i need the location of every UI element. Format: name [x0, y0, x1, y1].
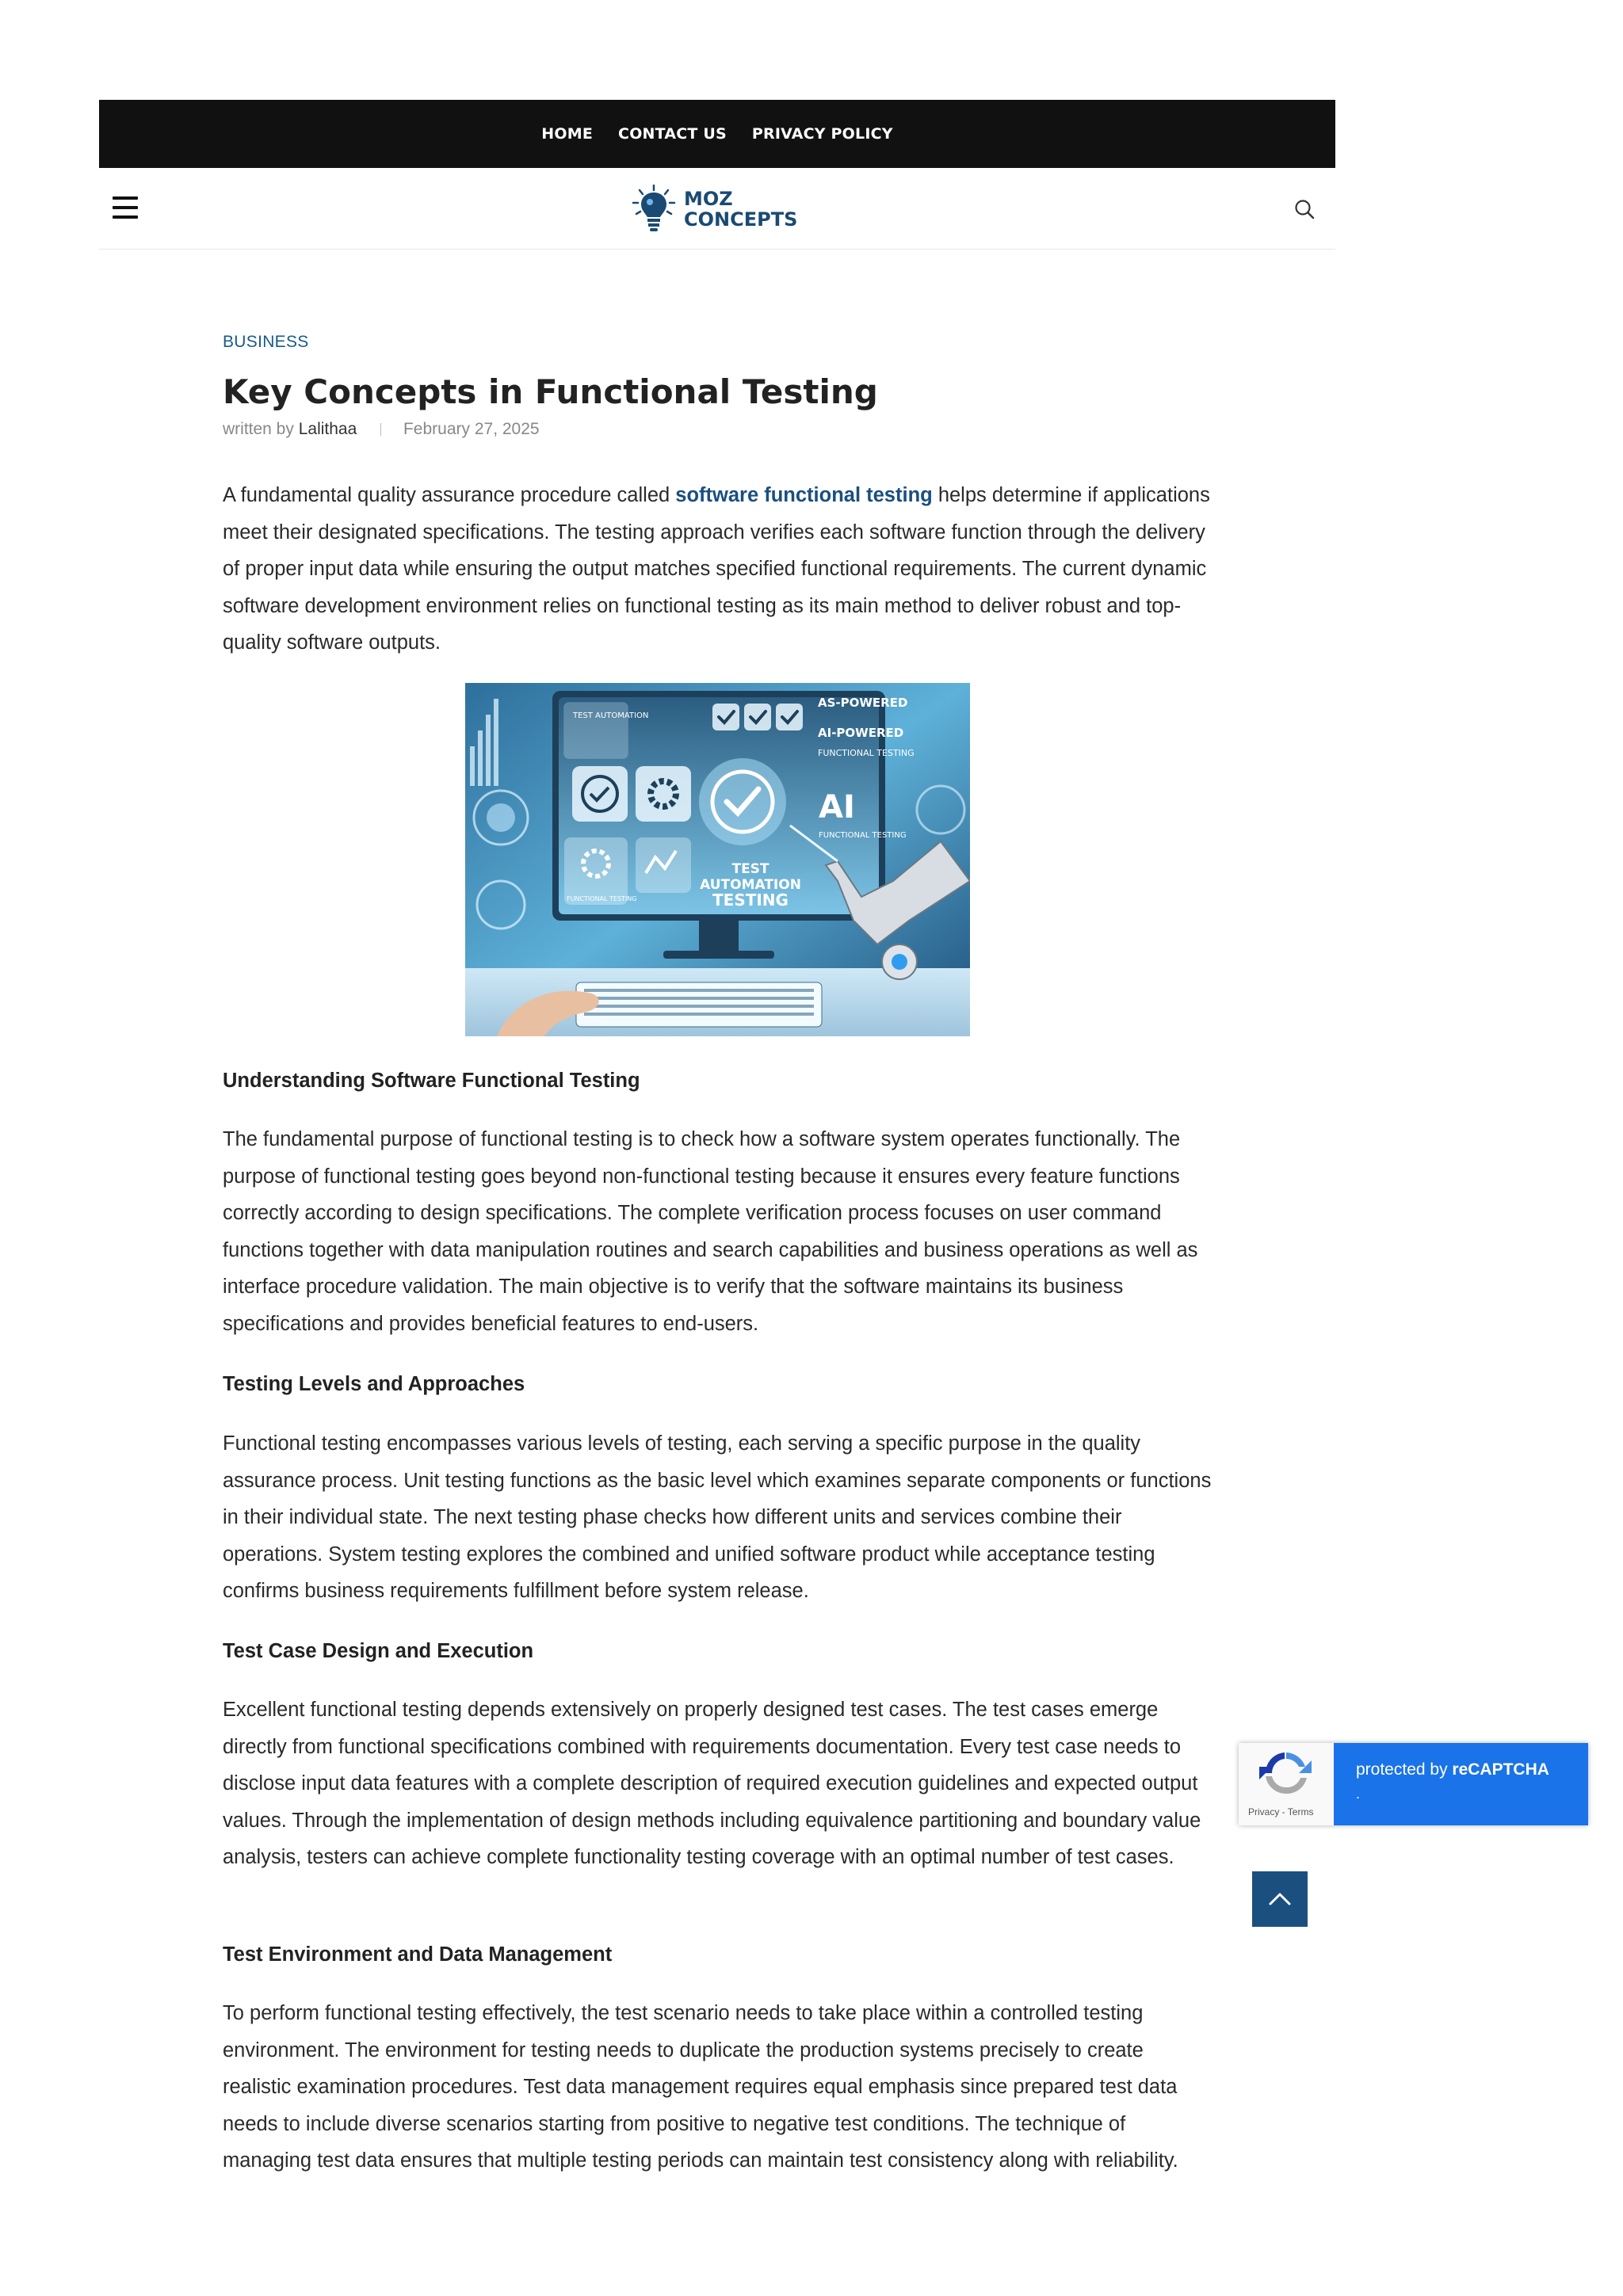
section-body: Excellent functional testing depends extensively on properly designed test cases. The test cases emerge directly from functional specifications combined with requirements documentation. Every test case needs to disclose input data features with a complete description of required execution guidelines and expected output values. Through the implementation of design methods including equivalence partitioning and boundary value analysis, testers can achieve complete functionality testing coverage with an optimal number of test cases. — [223, 1699, 1201, 1868]
section-heading: Test Environment and Data Management — [223, 1943, 613, 1966]
hero-label-center-1: TEST — [731, 861, 769, 877]
nav-link-home[interactable]: HOME — [541, 125, 594, 143]
logo-line-2: CONCEPTS — [684, 208, 798, 231]
section-body: To perform functional testing effectively, the test scenario needs to take place within a controlled testing environment. The environment for testing needs to duplicate the production systems precisely to create realistic examination procedures. Test data management requires equal emphasis since prepared test data needs to include diverse scenarios starting from positive to negative test conditions. The technique of managing test data ensures that multiple testing periods can maintain test consistency along with reliability. — [223, 2002, 1178, 2172]
hero-label-functional-testing: FUNCTIONAL TESTING — [818, 748, 915, 758]
section-body: Functional testing encompasses various levels of testing, each serving a specific purpose in the quality assurance process. Unit testing functions as the basic level which examines separate components or functions in their individual state. The next testing phase checks how different units and services combine their operations. System testing explores the combined and unified software product while acceptance testing confirms business requirements fulfillment before system release. — [223, 1432, 1212, 1602]
section-heading: Testing Levels and Approaches — [223, 1373, 525, 1395]
search-icon[interactable] — [1293, 197, 1316, 221]
hero-label-functional-small: FUNCTIONAL TESTING — [567, 895, 637, 902]
hero-label-center-3: TESTING — [712, 891, 789, 910]
logo-bulb-icon — [630, 184, 678, 235]
meta-divider — [380, 423, 381, 436]
recaptcha-badge[interactable] — [1239, 1743, 1588, 1825]
recaptcha-privacy-link[interactable]: Privacy — [1248, 1806, 1280, 1817]
hero-label-ai: AI — [819, 789, 855, 826]
category-link[interactable]: BUSINESS — [223, 333, 309, 351]
top-nav — [99, 100, 1335, 168]
recaptcha-brand: reCAPTCHA — [1452, 1760, 1549, 1779]
hero-label-as-powered: AS-POWERED — [818, 696, 908, 710]
recaptcha-logo-area — [1239, 1743, 1334, 1825]
recaptcha-dot: . — [1356, 1786, 1361, 1802]
hero-label-functional-testing-small: FUNCTIONAL TESTING — [819, 831, 907, 840]
section-heading: Understanding Software Functional Testing — [223, 1070, 640, 1092]
intro-paragraph — [223, 477, 1213, 662]
author-link[interactable]: Lalithaa — [298, 420, 357, 438]
logo-wordmark — [684, 189, 797, 230]
section-heading: Test Case Design and Execution — [223, 1640, 534, 1662]
recaptcha-terms-link[interactable]: Terms — [1287, 1806, 1314, 1817]
intro-text-before: A fundamental quality assurance procedure called — [223, 484, 676, 506]
written-by-label: written by — [223, 420, 294, 438]
intro-text-after: helps determine if applications meet their designated specifications. The testing approach verifies each software function through the delivery of proper input data while ensuring the output matches specified functional requirements. The current dynamic software development environment relies on functional testing as its main method to deliver robust and top-quality software outputs. — [223, 484, 1210, 654]
recaptcha-logo-icon — [1239, 1743, 1334, 1806]
hero-label-center-2: AUTOMATION — [700, 877, 801, 893]
publish-date: February 27, 2025 — [403, 420, 540, 438]
article-meta — [223, 420, 540, 439]
site-header — [99, 168, 1335, 250]
hero-label-ai-powered: AI-POWERED — [818, 726, 904, 740]
recaptcha-separator: - — [1279, 1806, 1288, 1817]
article-title: Key Concepts in Functional Testing — [223, 372, 878, 411]
logo-line-1: MOZ — [684, 188, 733, 210]
nav-link-privacy[interactable]: PRIVACY POLICY — [751, 125, 893, 143]
menu-icon[interactable] — [113, 196, 138, 219]
protected-by-label: protected by — [1356, 1760, 1453, 1779]
software-functional-testing-link[interactable]: software functional testing — [675, 484, 933, 506]
hero-image — [465, 683, 970, 1036]
recaptcha-protected-text — [1356, 1760, 1549, 1779]
hero-label-test-automation: TEST AUTOMATION — [573, 711, 649, 720]
site-logo[interactable] — [630, 184, 812, 235]
recaptcha-terms — [1248, 1806, 1313, 1817]
section-body: The fundamental purpose of functional testing is to check how a software system operates functionally. The purpose of functional testing goes beyond non-functional testing because it ensures every feature functions correctly according to design specifications. The complete verification process focuses on user command functions together with data manipulation routines and search capabilities and business operations as well as interface procedure validation. The main objective is to verify that the software maintains its business specifications and provides beneficial features to end-users. — [223, 1128, 1198, 1335]
chevron-up-icon — [1252, 1871, 1308, 1927]
recaptcha-info — [1334, 1743, 1588, 1825]
nav-link-contact[interactable]: CONTACT US — [618, 125, 727, 143]
back-to-top-button[interactable] — [1252, 1871, 1308, 1927]
